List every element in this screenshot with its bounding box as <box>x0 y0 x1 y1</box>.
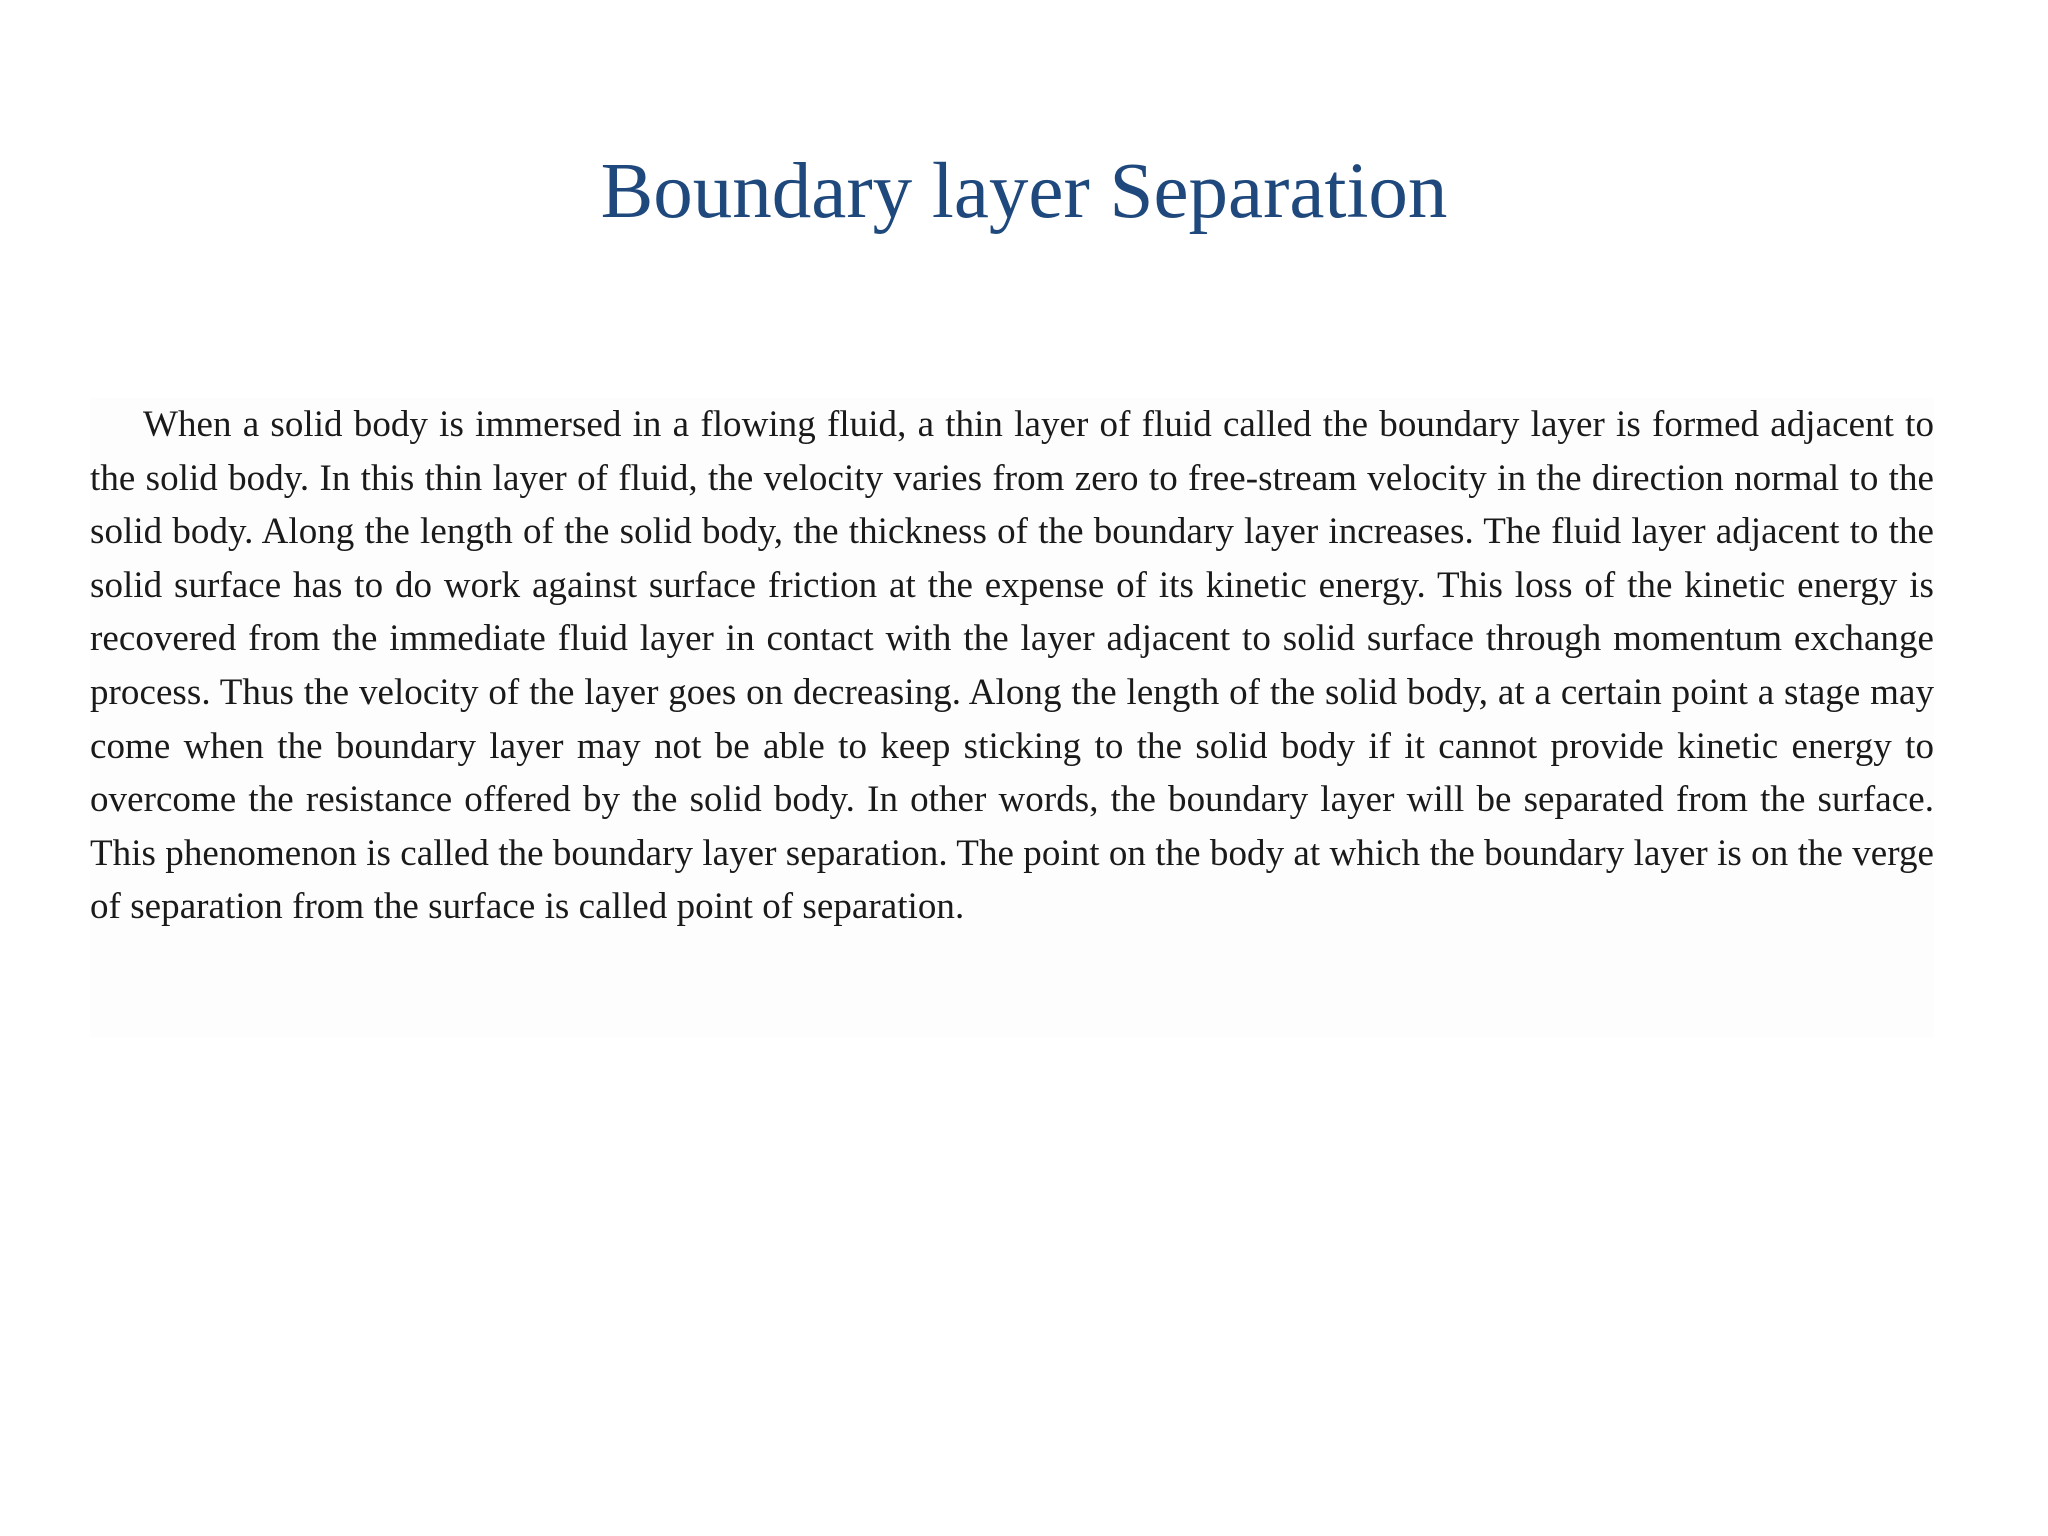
body-paragraph: When a solid body is immersed in a flowing fluid, a thin layer of fluid called the boundary layer is formed adjacent to the solid body. In this thin layer of fluid, the velocity varies from zero to free-stream velocity in the direction normal to the solid body. Along the length of the solid body, the thickness of the boundary layer increases. The fluid layer adjacent to the solid surface has to do work against surface friction at the expense of its kinetic energy. This loss of the kinetic energy is recovered from the immediate fluid layer in contact with the layer adjacent to solid surface through momentum exchange process. Thus the velocity of the layer goes on decreasing. Along the length of the solid body, at a certain point a stage may come when the boundary layer may not be able to keep sticking to the solid body if it cannot provide kinetic energy to overcome the resistance offered by the solid body. In other words, the boundary layer will be separated from the surface. This phenomenon is called the boundary layer separation. The point on the body at which the boundary layer is on the verge of separation from the surface is called point of separation. <box>90 404 1934 928</box>
slide-title: Boundary layer Separation <box>600 148 1448 235</box>
text-block <box>90 398 1934 1038</box>
